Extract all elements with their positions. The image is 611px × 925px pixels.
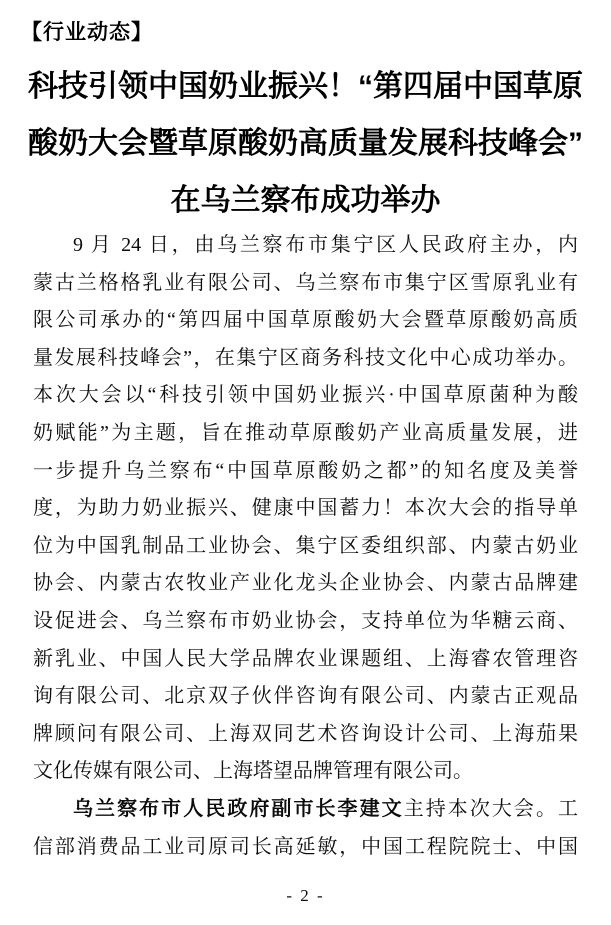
body-line: 本次大会以“科技引领中国奶业振兴·中国草原菌种为酸 [33, 384, 578, 407]
article-body [33, 227, 578, 866]
body-line: 位为中国乳制品工业协会、集宁区委组织部、内蒙古奶业 [33, 534, 578, 557]
body-line: 设促进会、乌兰察布市奶业协会，支持单位为华糖云商、 [33, 609, 578, 632]
section-tag: 【行业动态】 [21, 21, 153, 44]
body-line: 文化传媒有限公司、上海塔望品牌管理有限公司。 [33, 760, 473, 783]
body-line: 蒙古兰格格乳业有限公司、乌兰察布市集宁区雪原乳业有 [33, 271, 578, 294]
body-line: 牌顾问有限公司、上海双同艺术咨询设计公司、上海茄果 [33, 722, 578, 745]
body-line: 限公司承办的“第四届中国草原酸奶大会暨草原酸奶高质 [33, 309, 578, 332]
body-line: 一步提升乌兰察布“中国草原酸奶之都”的知名度及美誉 [33, 459, 578, 482]
body-line: 奶赋能”为主题，旨在推动草原酸奶产业高质量发展，进 [33, 421, 578, 444]
speaker-name-bold: 乌兰察布市人民政府副市长李建文 [73, 797, 404, 820]
body-line: 新乳业、中国人民大学品牌农业课题组、上海睿农管理咨 [33, 647, 578, 670]
body-line: 协会、内蒙古农牧业产业化龙头企业协会、内蒙古品牌建 [33, 572, 578, 595]
article-title-line-2: 酸奶大会暨草原酸奶高质量发展科技峰会” [28, 127, 583, 160]
body-line: 信部消费品工业司原司长高延敏，中国工程院院士、中国 [33, 835, 578, 858]
body-line: 度，为助力奶业振兴、健康中国蓄力！本次大会的指导单 [33, 497, 578, 520]
body-line [33, 791, 578, 829]
body-line: 量发展科技峰会”，在集宁区商务科技文化中心成功举办。 [33, 346, 578, 369]
article-title-line-1: 科技引领中国奶业振兴！“第四届中国草原 [28, 70, 583, 103]
body-line: 9 月 24 日，由乌兰察布市集宁区人民政府主办，内 [73, 234, 578, 256]
page-number: - 2 - [286, 886, 325, 905]
article-title [0, 58, 611, 229]
body-line: 询有限公司、北京双子伙伴咨询有限公司、内蒙古正观品 [33, 685, 578, 708]
article-title-line-3: 在乌兰察布成功举办 [170, 184, 441, 217]
body-text: 主持本次大会。工 [403, 797, 579, 820]
